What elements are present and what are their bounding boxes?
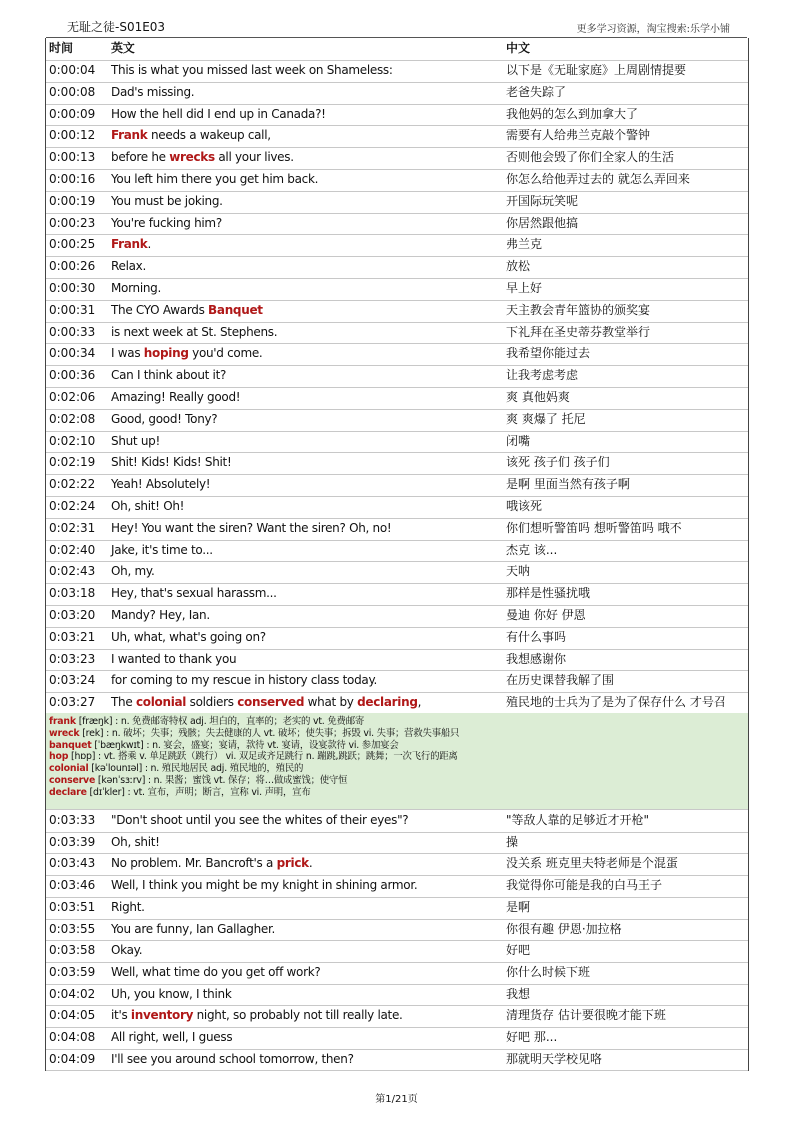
- time-cell: 0:00:09: [49, 106, 96, 121]
- english-text: is next week at St. Stephens.: [111, 324, 278, 339]
- english-cell: [111, 832, 160, 853]
- english-text: for coming to my rescue in history class today.: [111, 673, 378, 688]
- chinese-cell: 你居然跟他搞: [506, 215, 579, 230]
- chinese-cell: 操: [506, 834, 519, 849]
- header-promo: 更多学习资源，淘宝搜索:乐学小铺: [576, 24, 730, 35]
- table-row: [46, 256, 748, 279]
- english-cell: [111, 627, 266, 648]
- english-text: Uh, you know, I think: [111, 986, 232, 1001]
- table-row: [46, 496, 748, 519]
- highlighted-word: Frank: [111, 237, 148, 252]
- highlighted-word: inventory: [130, 1008, 194, 1023]
- english-text: Relax.: [111, 259, 146, 274]
- english-cell: [111, 496, 184, 517]
- document-title: 无耻之徒-S01E03: [67, 20, 166, 34]
- english-cell: [111, 1049, 354, 1070]
- english-text: I wanted to thank you: [111, 651, 237, 666]
- vocab-word: colonial: [49, 763, 89, 775]
- english-cell: [111, 452, 231, 473]
- time-cell: 0:00:33: [49, 324, 96, 339]
- vocab-definition: [hɒp] : vt. 搭乘 v. 单足跳跃（跳行） vi. 双足或齐足跳行 n. 蹦跳,跳跃；跳舞；一次飞行的距离: [68, 751, 458, 763]
- chinese-cell: 哦该死: [506, 499, 543, 513]
- table-row: [46, 897, 748, 920]
- english-text: You are funny, Ian Gallagher.: [111, 921, 276, 936]
- english-cell: [111, 853, 312, 874]
- time-cell: 0:03:24: [49, 673, 96, 688]
- chinese-cell: 爽 真他妈爽: [506, 390, 570, 404]
- subtitle-table: [45, 38, 749, 1071]
- time-cell: 0:03:59: [49, 964, 96, 979]
- vocab-definition: [dɪˈkler] : vt. 宣布，声明；断言，宣称 vi. 声明，宣布: [86, 786, 311, 798]
- english-cell: [111, 897, 145, 918]
- chinese-cell: 你们想听警笛吗 想听警笛吗 哦不: [506, 520, 682, 535]
- chinese-cell: 杰克 该...: [506, 542, 558, 557]
- english-cell: [111, 125, 271, 146]
- table-row: [46, 234, 748, 257]
- vocab-entry: [49, 787, 751, 799]
- time-cell: 0:00:08: [49, 84, 96, 99]
- chinese-cell: 闭嘴: [506, 433, 531, 448]
- table-row: [46, 583, 748, 606]
- chinese-cell: 你很有趣 伊恩·加拉格: [506, 921, 622, 936]
- time-cell: 0:00:23: [49, 215, 96, 230]
- english-text: "Don't shoot until you see the whites of their eyes"?: [111, 813, 409, 827]
- chinese-cell: 有什么事吗: [506, 629, 567, 644]
- english-text: Hey! You want the siren? Want the siren? Oh, no!: [111, 520, 392, 535]
- column-header-chinese: 中文: [506, 41, 531, 55]
- table-row: [46, 387, 748, 410]
- time-cell: 0:02:19: [49, 455, 96, 470]
- english-cell: [111, 409, 217, 430]
- table-row: [46, 962, 748, 985]
- english-text: This is what you missed last week on Shameless:: [111, 63, 393, 77]
- english-text: Good, good! Tony?: [111, 411, 218, 426]
- time-cell: 0:02:40: [49, 542, 96, 557]
- english-cell: [111, 919, 275, 940]
- english-text: Yeah! Absolutely!: [111, 477, 211, 492]
- chinese-cell: 好吧 那...: [506, 1030, 558, 1044]
- english-cell: [111, 104, 326, 125]
- vocab-word: declare: [49, 786, 87, 798]
- vocab-entry: [49, 728, 751, 740]
- chinese-cell: 是啊: [506, 899, 531, 914]
- time-cell: 0:02:08: [49, 411, 96, 426]
- time-cell: 0:03:46: [49, 878, 96, 893]
- vocab-word: banquet: [49, 739, 92, 751]
- english-text: You must be joking.: [111, 193, 223, 208]
- chinese-cell: 天主教会青年篮协的颁奖宴: [506, 302, 651, 317]
- vocab-entry: [49, 716, 751, 728]
- english-text: Oh, my.: [111, 564, 155, 579]
- english-text: Oh, shit! Oh!: [111, 499, 185, 513]
- chinese-cell: 老爸失踪了: [506, 84, 567, 99]
- english-cell: [111, 810, 408, 831]
- chinese-cell: 我希望你能过去: [506, 346, 591, 361]
- time-cell: 0:00:26: [49, 259, 96, 274]
- english-text: Can I think about it?: [111, 368, 227, 383]
- english-cell: [111, 343, 262, 364]
- table-row: [46, 627, 748, 650]
- table-row: [46, 984, 748, 1007]
- english-cell: [111, 875, 417, 896]
- vocab-entry: [49, 763, 751, 775]
- english-text: Dad's missing.: [111, 84, 195, 99]
- english-text: Mandy? Hey, Ian.: [111, 608, 210, 622]
- table-row: [46, 125, 748, 148]
- table-row: [46, 649, 748, 672]
- english-text: Right.: [111, 899, 145, 914]
- table-row: [46, 605, 748, 628]
- time-cell: 0:03:55: [49, 921, 96, 936]
- english-text: All right, well, I guess: [111, 1030, 233, 1044]
- english-cell: [111, 561, 154, 582]
- english-text: ,: [417, 695, 422, 710]
- table-row: [46, 300, 748, 323]
- chinese-cell: 放松: [506, 259, 531, 274]
- english-text: Amazing! Really good!: [111, 390, 241, 404]
- chinese-cell: 否则他会毁了你们全家人的生活: [506, 150, 675, 165]
- english-cell: [111, 256, 146, 277]
- vocab-word: hop: [49, 751, 69, 763]
- table-row: [46, 919, 748, 942]
- chinese-cell: 下礼拜在圣史蒂芬教堂举行: [506, 324, 651, 339]
- english-cell: [111, 940, 142, 961]
- table-row: [46, 1005, 748, 1028]
- chinese-cell: 曼迪 你好 伊恩: [506, 608, 586, 622]
- vocab-entry: [49, 751, 751, 763]
- table-row: [46, 832, 748, 855]
- english-cell: [111, 322, 277, 343]
- highlighted-word: colonial: [135, 695, 187, 710]
- table-row: [46, 875, 748, 898]
- table-row: [46, 1027, 748, 1050]
- english-text: The CYO Awards: [111, 302, 209, 317]
- time-cell: 0:02:24: [49, 499, 96, 513]
- english-cell: [111, 60, 393, 81]
- english-cell: [111, 213, 222, 234]
- chinese-cell: 我觉得你可能是我的白马王子: [506, 878, 663, 893]
- english-text: You're fucking him?: [111, 215, 222, 230]
- english-text: .: [308, 856, 313, 871]
- column-header-time: 时间: [49, 41, 74, 55]
- page-number: 第1/21页: [375, 1094, 418, 1105]
- vocab-word: conserve: [49, 774, 96, 786]
- english-cell: [111, 649, 236, 670]
- highlighted-word: declaring: [357, 695, 418, 710]
- table-row: [46, 1049, 748, 1072]
- time-cell: 0:03:51: [49, 899, 96, 914]
- time-cell: 0:02:06: [49, 390, 96, 404]
- table-row: [46, 853, 748, 876]
- english-cell: [111, 474, 210, 495]
- vocab-definition: [kənˈsɜːrv] : n. 果酱；蜜饯 vt. 保存；将…做成蜜饯；使守恒: [95, 774, 348, 786]
- chinese-cell: 我想感谢你: [506, 651, 567, 666]
- time-cell: 0:00:36: [49, 368, 96, 383]
- chinese-cell: 天呐: [506, 564, 531, 579]
- time-cell: 0:03:33: [49, 813, 96, 827]
- time-cell: 0:04:08: [49, 1030, 96, 1044]
- time-cell: 0:03:27: [49, 695, 96, 710]
- time-cell: 0:04:05: [49, 1008, 96, 1023]
- chinese-cell: 清理货存 估计要很晚才能下班: [506, 1008, 666, 1023]
- english-cell: [111, 670, 377, 691]
- highlighted-word: Frank: [111, 128, 148, 143]
- table-row: [46, 104, 748, 127]
- time-cell: 0:00:31: [49, 302, 96, 317]
- vocab-definition: [ˈbæŋkwɪt] : n. 宴会，盛宴；宴请，款待 vt. 宴请，设宴款待 vi. 参加宴会: [91, 739, 399, 751]
- english-text: Shut up!: [111, 433, 160, 448]
- time-cell: 0:04:02: [49, 986, 96, 1001]
- time-cell: 0:02:31: [49, 520, 96, 535]
- english-text: night, so probably not till really late.: [193, 1008, 403, 1023]
- time-cell: 0:02:10: [49, 433, 96, 448]
- english-cell: [111, 147, 294, 168]
- highlighted-word: prick: [276, 856, 309, 871]
- time-cell: 0:00:25: [49, 237, 96, 252]
- english-text: Okay.: [111, 943, 143, 958]
- table-row: [46, 540, 748, 563]
- highlighted-word: wrecks: [169, 150, 215, 165]
- table-row: [46, 213, 748, 236]
- chinese-cell: 开国际玩笑呢: [506, 193, 579, 208]
- chinese-cell: 弗兰克: [506, 237, 543, 252]
- english-text: You left him there you get him back.: [111, 172, 319, 186]
- english-text: all your lives.: [214, 150, 294, 165]
- time-cell: 0:03:58: [49, 943, 96, 958]
- english-text: needs a wakeup call,: [147, 128, 271, 143]
- time-cell: 0:04:09: [49, 1051, 96, 1066]
- table-row: [46, 60, 748, 83]
- english-cell: [111, 82, 194, 103]
- english-text: Hey, that's sexual harassm...: [111, 586, 277, 601]
- english-cell: [111, 1005, 403, 1026]
- time-cell: 0:03:20: [49, 608, 96, 622]
- time-cell: 0:00:30: [49, 281, 96, 295]
- english-cell: [111, 518, 391, 539]
- english-text: soldiers: [186, 695, 238, 710]
- english-cell: [111, 583, 277, 604]
- table-row: [46, 474, 748, 497]
- chinese-cell: 我想: [506, 986, 531, 1001]
- english-cell: [111, 1027, 232, 1048]
- vocab-word: frank: [49, 716, 76, 727]
- chinese-cell: 我他妈的怎么到加拿大了: [506, 106, 639, 121]
- english-text: Well, what time do you get off work?: [111, 964, 321, 979]
- chinese-cell: 让我考虑考虑: [506, 368, 579, 383]
- english-cell: [111, 540, 213, 561]
- chinese-cell: 以下是《无耻家庭》上周剧情提要: [506, 63, 687, 77]
- time-cell: 0:00:34: [49, 346, 96, 361]
- english-text: you'd come.: [188, 346, 263, 361]
- chinese-cell: 爽 爽爆了 托尼: [506, 411, 586, 426]
- english-cell: [111, 300, 263, 321]
- chinese-cell: 没关系 班克里夫特老师是个混蛋: [506, 856, 678, 871]
- english-text: it's: [111, 1008, 131, 1023]
- chinese-cell: 那就明天学校见咯: [506, 1051, 603, 1066]
- time-cell: 0:00:16: [49, 172, 96, 186]
- table-row: [46, 692, 748, 715]
- table-row: [46, 278, 748, 301]
- english-cell: [111, 962, 320, 983]
- chinese-cell: 殖民地的士兵为了是为了保存什么 才号召: [506, 695, 726, 710]
- highlighted-word: Banquet: [208, 302, 263, 317]
- time-cell: 0:00:04: [49, 63, 96, 77]
- chinese-cell: 该死 孩子们 孩子们: [506, 455, 610, 470]
- chinese-cell: "等敌人靠的足够近才开枪": [506, 813, 650, 827]
- column-header-english: 英文: [111, 41, 135, 55]
- table-row: [46, 365, 748, 388]
- english-cell: [111, 431, 160, 452]
- vocab-definition: [fræŋk] : n. 免费邮寄特权 adj. 坦白的，直率的；老实的 vt. 免费邮寄: [75, 716, 365, 727]
- chinese-cell: 你什么时候下班: [506, 964, 591, 979]
- vocab-entry: [49, 740, 751, 752]
- table-row: [46, 191, 748, 214]
- table-row: [46, 561, 748, 584]
- vocab-entry: [49, 775, 751, 787]
- vocabulary-box: [46, 713, 748, 810]
- time-cell: 0:03:18: [49, 586, 96, 601]
- english-text: The: [111, 695, 136, 710]
- english-text: what by: [304, 695, 358, 710]
- english-cell: [111, 191, 223, 212]
- table-row: [46, 810, 748, 833]
- english-text: Jake, it's time to...: [111, 542, 213, 557]
- time-cell: 0:03:43: [49, 856, 96, 871]
- table-row: [46, 169, 748, 192]
- table-header-row: [46, 38, 748, 61]
- english-text: Oh, shit!: [111, 834, 160, 849]
- highlighted-word: hoping: [143, 346, 189, 361]
- english-text: I was: [111, 346, 144, 361]
- highlighted-word: conserved: [237, 695, 305, 710]
- english-cell: [111, 984, 231, 1005]
- chinese-cell: 那样是性骚扰哦: [506, 586, 591, 601]
- table-row: [46, 343, 748, 366]
- table-row: [46, 518, 748, 541]
- vocab-word: wreck: [49, 727, 80, 739]
- english-cell: [111, 234, 151, 255]
- time-cell: 0:03:39: [49, 834, 96, 849]
- time-cell: 0:02:22: [49, 477, 96, 492]
- english-text: I'll see you around school tomorrow, then?: [111, 1051, 354, 1066]
- chinese-cell: 你怎么给他弄过去的 就怎么弄回来: [506, 172, 690, 186]
- table-row: [46, 147, 748, 170]
- table-row: [46, 322, 748, 345]
- english-cell: [111, 365, 226, 386]
- table-row: [46, 431, 748, 454]
- english-text: Morning.: [111, 281, 161, 295]
- english-cell: [111, 605, 210, 626]
- chinese-cell: 好吧: [506, 943, 531, 958]
- time-cell: 0:00:19: [49, 193, 96, 208]
- english-cell: [111, 169, 318, 190]
- vocab-definition: [rek] : n. 破坏；失事；残骸；失去健康的人 vt. 破坏；使失事；拆毁 vi. 失事；营救失事船只: [79, 727, 460, 739]
- time-cell: 0:03:21: [49, 629, 96, 644]
- english-text: Shit! Kids! Kids! Shit!: [111, 455, 232, 470]
- chinese-cell: 在历史课替我解了围: [506, 673, 615, 688]
- english-cell: [111, 692, 421, 713]
- english-text: .: [147, 237, 151, 252]
- table-row: [46, 82, 748, 105]
- chinese-cell: 需要有人给弗兰克敲个警钟: [506, 128, 651, 143]
- time-cell: 0:02:43: [49, 564, 96, 579]
- table-row: [46, 670, 748, 693]
- chinese-cell: 是啊 里面当然有孩子啊: [506, 477, 630, 492]
- english-text: Uh, what, what's going on?: [111, 629, 266, 644]
- english-cell: [111, 387, 240, 408]
- time-cell: 0:00:13: [49, 150, 96, 165]
- english-cell: [111, 278, 161, 299]
- english-text: Well, I think you might be my knight in shining armor.: [111, 878, 418, 893]
- english-text: No problem. Mr. Bancroft's a: [111, 856, 277, 871]
- table-row: [46, 940, 748, 963]
- english-text: before he: [111, 150, 170, 165]
- time-cell: 0:03:23: [49, 651, 96, 666]
- table-row: [46, 452, 748, 475]
- table-row: [46, 409, 748, 432]
- chinese-cell: 早上好: [506, 281, 543, 295]
- english-text: How the hell did I end up in Canada?!: [111, 106, 326, 121]
- vocab-definition: [kəˈlounɪəl] : n. 殖民地居民 adj. 殖民地的，殖民的: [88, 763, 304, 775]
- time-cell: 0:00:12: [49, 128, 96, 143]
